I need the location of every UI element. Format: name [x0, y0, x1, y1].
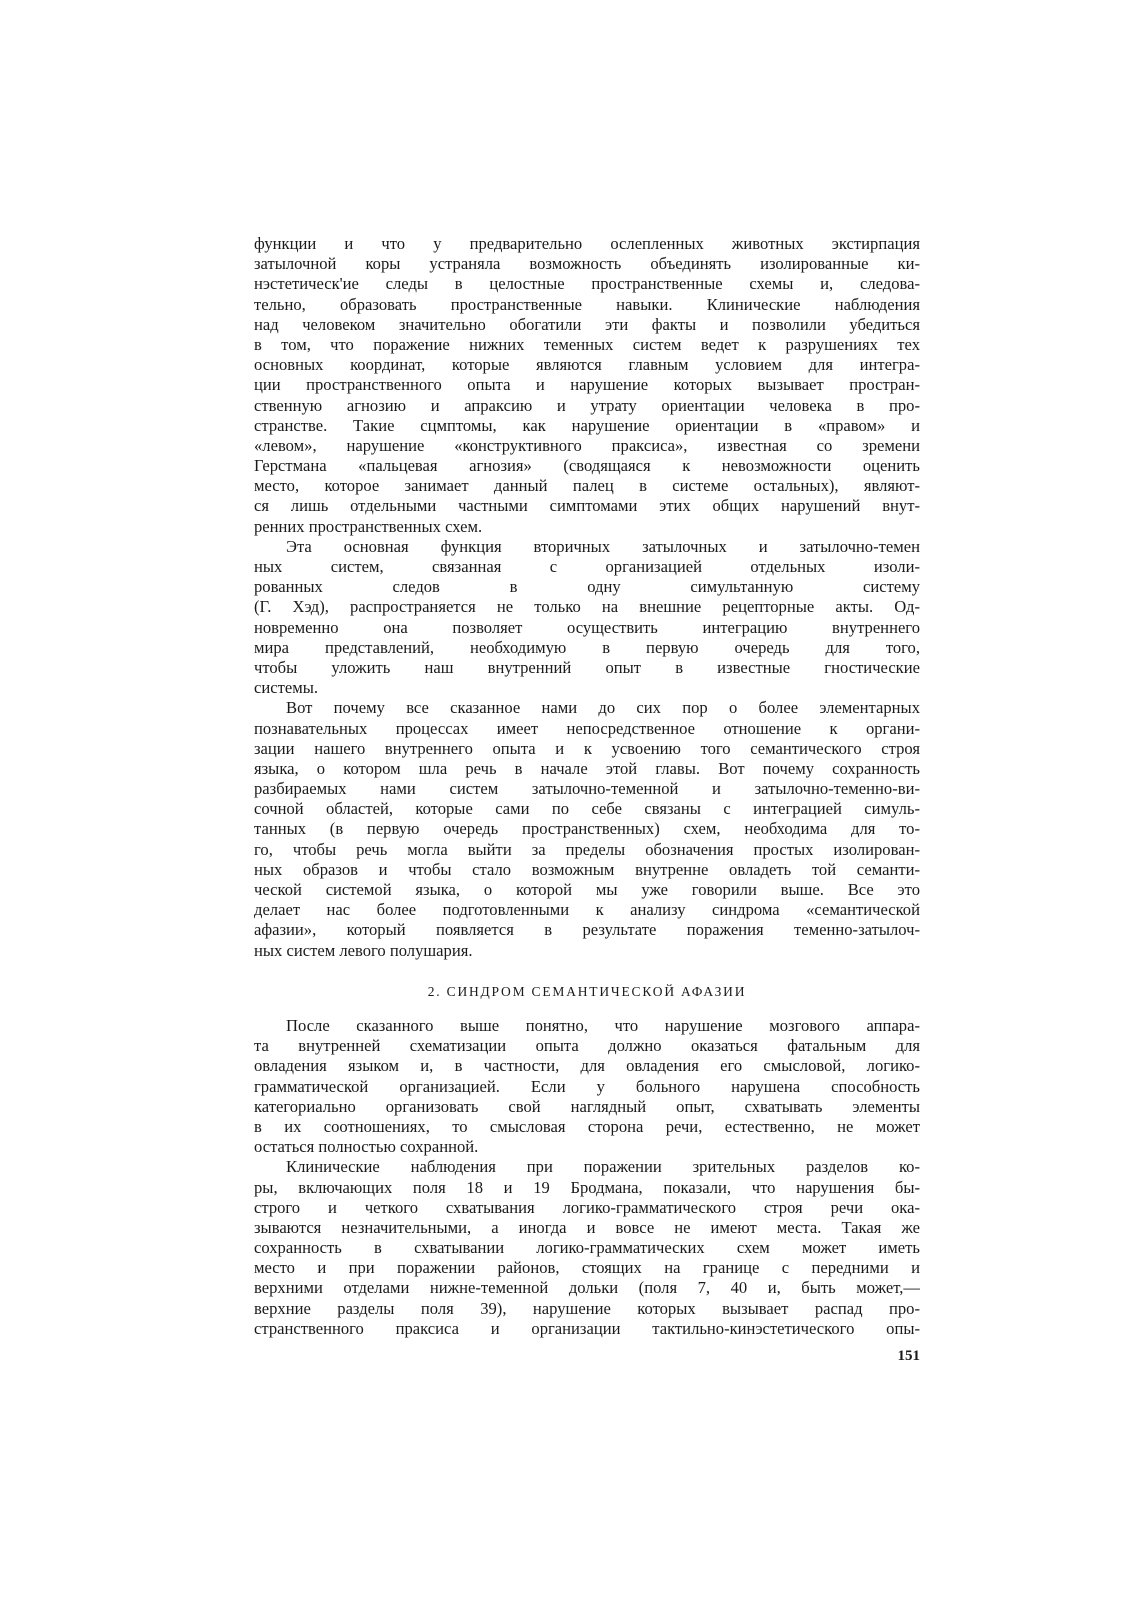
text-line: ных систем левого полушария. — [254, 940, 473, 960]
text-line: основных координат, которые являются главным условием для интегра- — [254, 355, 920, 375]
text-line: в том, что поражение нижних теменных систем ведет к разрушениях тех — [254, 334, 920, 354]
text-line: функции и что у предварительно ослепленных животных экстирпация — [254, 234, 920, 253]
text-line: ции пространственного опыта и нарушение которых вызывает простран- — [254, 375, 920, 395]
text-line: грамматической организацией. Если у больного нарушена способность — [254, 1076, 920, 1096]
text-line: та внутренней схематизации опыта должно оказаться фатальным для — [254, 1036, 920, 1056]
text-line: делает нас более подготовленными к анализу синдрома «семантической — [254, 900, 920, 920]
text-line: новременно она позволяет осуществить интеграцию внутреннего — [254, 617, 920, 637]
text-line: верхние разделы поля 39), нарушение которых вызывает распад про- — [254, 1298, 920, 1318]
text-line: После сказанного выше понятно, что нарушение мозгового аппара- — [286, 1016, 920, 1035]
text-line: зываются незначительными, а иногда и вовсе не имеют места. Такая же — [254, 1217, 920, 1237]
text-line: Герстмана «пальцевая агнозия» (сводящаяся к невозможности оценить — [254, 456, 920, 476]
text-line: в их соотношениях, то смысловая сторона речи, естественно, не может — [254, 1116, 920, 1136]
text-line: сохранность в схватывании логико-грамматических схем может иметь — [254, 1238, 920, 1258]
text-line: над человеком значительно обогатили эти факты и позволили убедиться — [254, 314, 920, 334]
text-line: рованных следов в одну симультанную систему — [254, 577, 920, 597]
text-line: верхними отделами нижне-теменной дольки (поля 7, 40 и, быть может,— — [254, 1278, 920, 1298]
text-line: танных (в первую очередь пространственных) схем, необходима для то- — [254, 819, 920, 839]
text-line: затылочной коры устраняла возможность объединять изолированные ки- — [254, 254, 920, 274]
text-line: Клинические наблюдения при поражении зрительных разделов ко- — [286, 1157, 920, 1177]
text-line: ных систем, связанная с организацией отдельных изоли- — [254, 557, 920, 576]
text-line: мира представлений, необходимую в первую очередь для того, — [254, 637, 920, 657]
text-line: (Г. Хэд), распространяется не только на внешние рецепторные акты. Од- — [254, 597, 920, 617]
body-text-block-2 — [254, 1016, 920, 1339]
text-line: го, чтобы речь могла выйти за пределы обозначения простых изолирован- — [254, 839, 920, 859]
text-line: тельно, образовать пространственные навыки. Клинические наблюдения — [254, 294, 920, 314]
text-line: Эта основная функция вторичных затылочных и затылочно-темен — [286, 536, 920, 556]
text-line: странственного праксиса и организации тактильно-кинэстетического опы- — [254, 1318, 920, 1338]
text-line: место, которое занимает данный палец в системе остальных), являют- — [254, 476, 920, 496]
text-line: ческой системой языка, о которой мы уже говорили выше. Все это — [254, 880, 920, 899]
section-heading: 2. СИНДРОМ СЕМАНТИЧЕСКОЙ АФАЗИИ — [427, 984, 747, 999]
text-line: Вот почему все сказанное нами до сих пор о более элементарных — [286, 698, 920, 718]
text-line: языка, о котором шла речь в начале этой главы. Вот почему сохранность — [254, 758, 920, 778]
text-line: ры, включающих поля 18 и 19 Бродмана, показали, что нарушения бы- — [254, 1177, 920, 1197]
text-line: остаться полностью сохранной. — [254, 1137, 479, 1157]
text-line: «левом», нарушение «конструктивного праксиса», известная со зремени — [254, 435, 920, 455]
page-number: 151 — [897, 1348, 920, 1364]
text-line: овладения языком и, в частности, для овладения его смысловой, логико- — [254, 1056, 920, 1076]
text-line: нэстетическ'ие следы в целостные пространственные схемы и, следова- — [254, 274, 920, 294]
text-line: категориально организовать свой наглядный опыт, схватывать элементы — [254, 1096, 920, 1116]
text-line: афазии», который появляется в результате поражения теменно-затылоч- — [254, 920, 920, 940]
text-line: ственную агнозию и апраксию и утрату ориентации человека в про- — [254, 395, 920, 415]
text-line: познавательных процессах имеет непосредственное отношение к органи- — [254, 718, 920, 738]
text-line: странстве. Такие сцмптомы, как нарушение ориентации в «правом» и — [254, 415, 920, 435]
text-line: ренних пространственных схем. — [254, 516, 483, 536]
text-line: строго и четкого схватывания логико-грамматического строя речи ока- — [254, 1197, 920, 1217]
text-line: чтобы уложить наш внутренний опыт в известные гностические — [254, 657, 920, 677]
body-text-block-1 — [254, 234, 920, 961]
text-line: сочной областей, которые сами по себе связаны с интеграцией симуль- — [254, 799, 920, 819]
text-line: ся лишь отдельными частными симптомами этих общих нарушений внут- — [254, 496, 920, 516]
text-line: зации нашего внутреннего опыта и к усвоению того семантического строя — [254, 738, 920, 758]
text-line: место и при поражении районов, стоящих на границе с передними и — [254, 1258, 920, 1278]
text-line: разбираемых нами систем затылочно-теменной и затылочно-теменно-ви- — [254, 779, 920, 799]
text-line: системы. — [254, 678, 319, 698]
text-line: ных образов и чтобы стало возможным внутренне овладеть той семанти- — [254, 859, 920, 879]
